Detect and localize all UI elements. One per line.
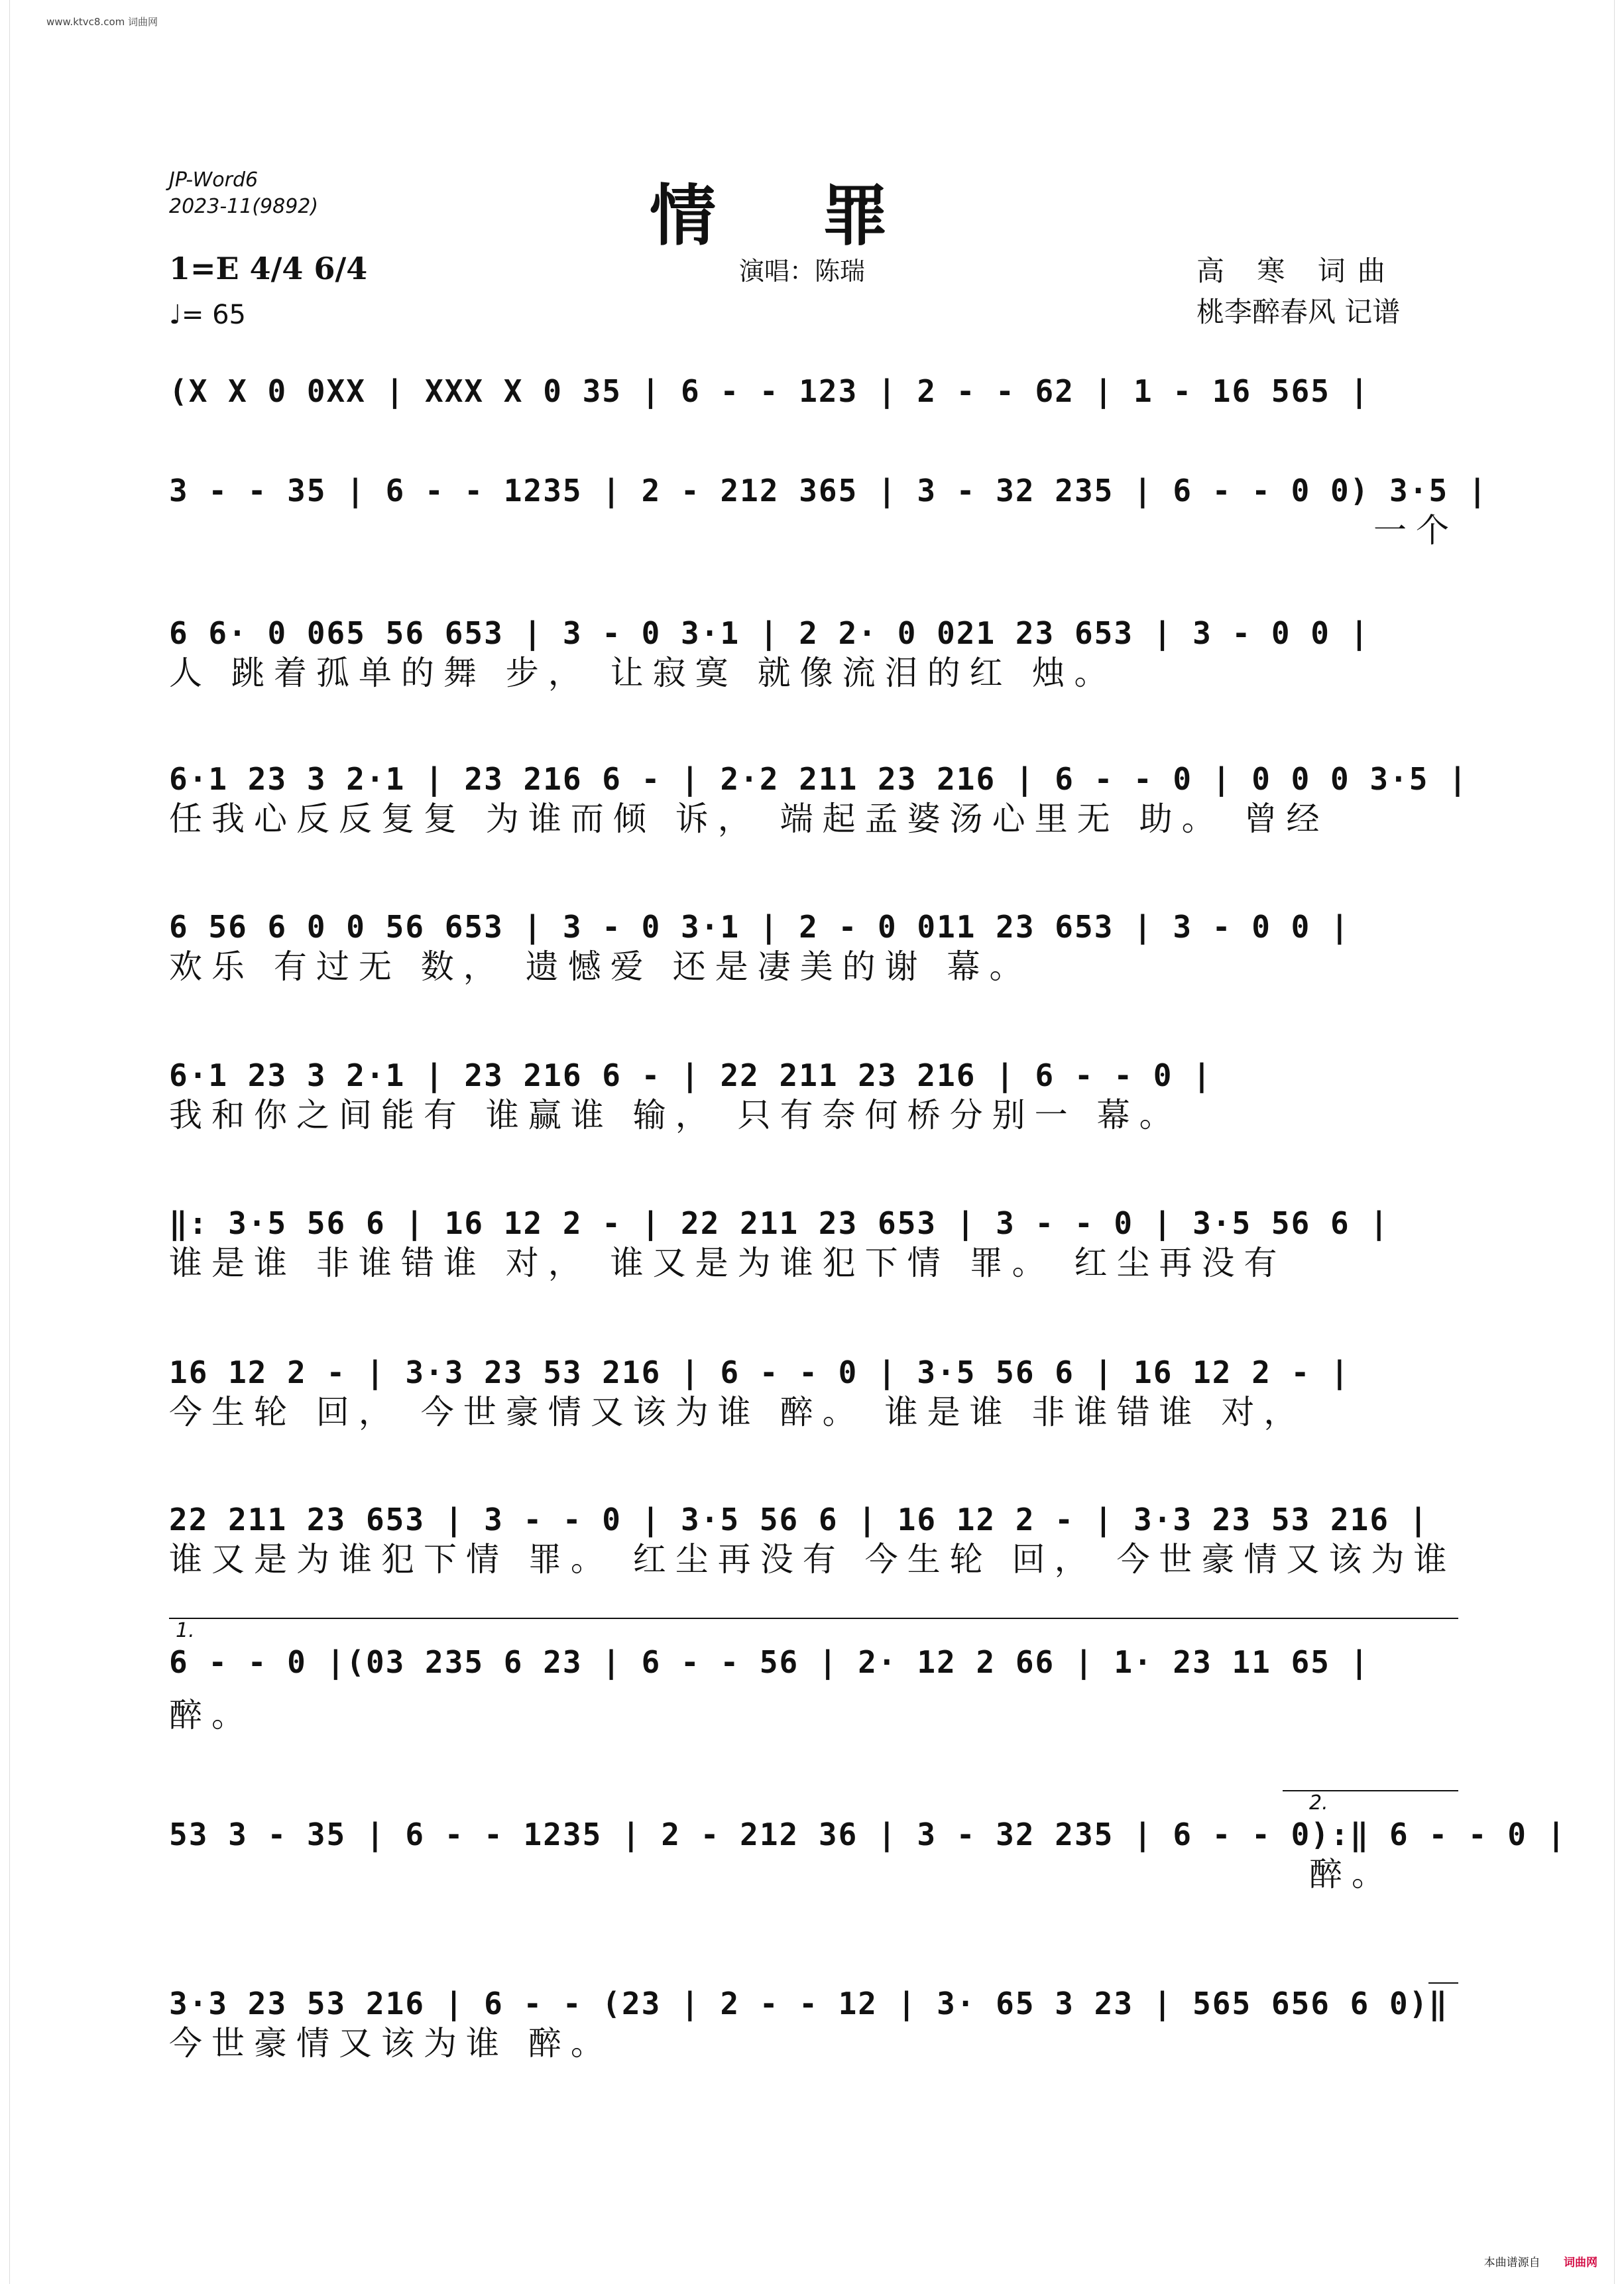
key-signature: 1=E 4/4 6/4 — [169, 251, 368, 286]
singer-credit: 演唱：陈瑞 — [739, 257, 866, 286]
notation-line: ‖: 3·5 56 6 | 16 12 2 - | 22 211 23 653 | 3 - - 0 | 3·5 56 6 | — [169, 1205, 1390, 1241]
lyrics-line: 一个 — [1373, 511, 1458, 550]
software-name: JP-Word6 — [169, 168, 259, 192]
first-ending-label: 1. — [176, 1619, 195, 1642]
notation-line: 3·3 23 53 216 | 6 - - (23 | 2 - - 12 | 3· 65 3 23 | 565 656 6 0)‖ — [169, 1986, 1449, 2021]
composer-credit: 高 寒 词曲 — [1196, 255, 1397, 287]
notation-line: 53 3 - 35 | 6 - - 1235 | 2 - 212 36 | 3 - 32 235 | 6 - - 0):‖ 6 - - 0 | — [169, 1817, 1567, 1852]
song-title: 情罪 — [650, 176, 994, 255]
lyrics-line: 任我心反反复复 为谁而倾 诉， 端起孟婆汤心里无 助。 曾经 — [169, 800, 1329, 838]
footer-source — [1484, 2253, 1597, 2269]
lyrics-line: 今世豪情又该为谁 醉。 — [169, 2024, 613, 2063]
right-margin-strip — [1614, 0, 1624, 2284]
score-row-4 — [169, 759, 1468, 839]
footer-brand-link[interactable]: 词曲网 — [1564, 2256, 1597, 2269]
lyrics-line: 醉。 — [1309, 1855, 1394, 1893]
notation-line: 6·1 23 3 2·1 | 23 216 6 - | 22 211 23 216 | 6 - - 0 | — [169, 1057, 1212, 1093]
lyrics-line: 今生轮 回， 今世豪情又该为谁 醉。 谁是谁 非谁错谁 对， — [169, 1393, 1306, 1431]
score-row-8 — [169, 1352, 1458, 1432]
score-row-7 — [169, 1203, 1458, 1283]
score-row-5 — [169, 907, 1458, 987]
tempo-marking: ♩= 65 — [169, 300, 246, 330]
notation-line: 6 56 6 0 0 56 653 | 3 - 0 3·1 | 2 - 0 011 23 653 | 3 - 0 0 | — [169, 909, 1350, 945]
score-row-2 — [169, 471, 1488, 550]
lyrics-line: 人 跳着孤单的舞 步， 让寂寞 就像流泪的红 烛。 — [169, 654, 1117, 692]
credits — [1196, 251, 1400, 333]
score-row-11 — [169, 1790, 1567, 1894]
score-row-1 — [169, 371, 1458, 451]
transcriber-credit: 桃李醉春风 记谱 — [1196, 296, 1401, 328]
lyrics-line — [169, 411, 1458, 451]
second-ending-label: 2. — [1309, 1791, 1328, 1815]
notation-line: 6 - - 0 |(03 235 6 23 | 6 - - 56 | 2· 12 2 66 | 1· 23 11 65 | — [169, 1644, 1370, 1680]
left-margin-strip — [0, 0, 10, 2284]
notation-line: (X X 0 0XX | XXX X 0 35 | 6 - - 123 | 2 - - 62 | 1 - 16 565 | — [169, 373, 1370, 409]
software-info — [169, 167, 318, 220]
notation-line: 6·1 23 3 2·1 | 23 216 6 - | 2·2 211 23 216 | 6 - - 0 | 0 0 0 3·5 | — [169, 761, 1468, 797]
score-row-3 — [169, 613, 1458, 693]
site-watermark: www.ktvc8.com 词曲网 — [46, 16, 158, 28]
notation-line: 22 211 23 653 | 3 - - 0 | 3·5 56 6 | 16 12 2 - | 3·3 23 53 216 | — [169, 1502, 1429, 1537]
lyrics-line: 欢乐 有过无 数， 遗憾爱 还是凄美的谢 幕。 — [169, 947, 1032, 986]
notation-line: 6 6· 0 065 56 653 | 3 - 0 3·1 | 2 2· 0 021 23 653 | 3 - 0 0 | — [169, 615, 1370, 651]
score-row-10 — [169, 1618, 1458, 1735]
notation-line: 3 - - 35 | 6 - - 1235 | 2 - 212 365 | 3 - 32 235 | 6 - - 0 0) 3·5 | — [169, 473, 1488, 509]
notation-line: 16 12 2 - | 3·3 23 53 216 | 6 - - 0 | 3·5 56 6 | 16 12 2 - | — [169, 1354, 1350, 1390]
score-row-9 — [169, 1500, 1458, 1579]
footer-label: 本曲谱源自 — [1483, 2256, 1540, 2269]
lyrics-line: 谁是谁 非谁错谁 对， 谁又是为谁犯下情 罪。 红尘再没有 — [169, 1244, 1287, 1282]
date-code: 2023-11(9892) — [169, 195, 319, 218]
score-row-12 — [169, 1982, 1458, 2063]
lyrics-line: 谁又是为谁犯下情 罪。 红尘再没有 今生轮 回， 今世豪情又该为谁 — [169, 1540, 1456, 1579]
lyrics-line: 醉。 — [169, 1696, 254, 1734]
lyrics-line: 我和你之间能有 谁赢谁 输， 只有奈何桥分别一 幕。 — [169, 1096, 1182, 1134]
score-row-6 — [169, 1055, 1458, 1135]
